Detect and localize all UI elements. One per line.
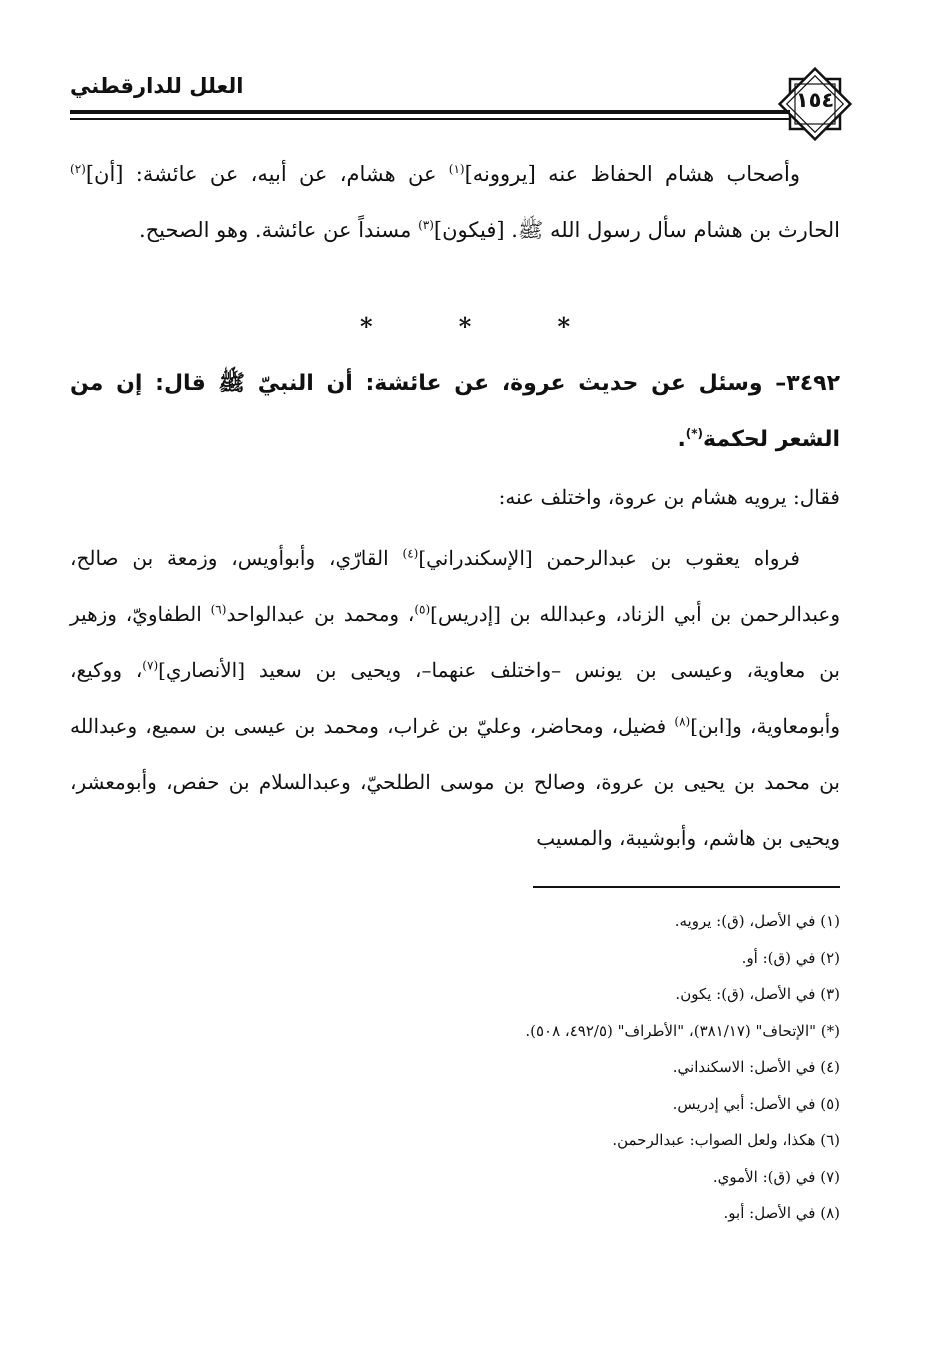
entry-heading [70, 356, 840, 468]
question-line: فقال: يرويه هشام بن عروة، واختلف عنه: [498, 485, 840, 509]
separator-star: * [458, 312, 472, 341]
entry-text: وسئل عن حديث عروة، عن عائشة: أن النبيّ ﷺ قال: إن من الشعر لحكمة [70, 371, 840, 452]
text-run: القارّي، وأبوأويس، وزمعة بن صالح، وعبدالرحمن بن أبي الزناد، وعبدالله بن [إدريس] [70, 546, 841, 626]
footnote-ref: (٢) [70, 162, 86, 176]
footnote-ref: (٥) [414, 602, 431, 617]
intro-paragraph [70, 146, 840, 258]
page-number: ١٥٤ [795, 88, 835, 112]
footnote-item: (*) "الإتحاف" (٣٨١/١٧)، "الأطراف" (٤٩٢/٥، ٥٠٨). [525, 1021, 840, 1040]
separator-star: * [360, 312, 373, 341]
footnote-ref: (٤) [402, 546, 419, 561]
footnote-item: (٨) في الأصل: أبو. [723, 1204, 840, 1222]
footnote-ref: (٦) [210, 602, 227, 617]
text-run: عن هشام، عن أبيه، عن عائشة: [أن] [85, 162, 449, 186]
header-rule-thin [70, 118, 790, 120]
section-separator [360, 312, 570, 341]
footnote-ref: (٧) [142, 658, 159, 673]
footnote-ref: (٣) [418, 218, 434, 232]
footnote-item: (٥) في الأصل: أبي إدريس. [672, 1094, 840, 1113]
footnote-item: (٢) في (ق): أو. [741, 948, 840, 967]
footnote-ref: (*) [685, 426, 704, 441]
text-run: الحارث بن هشام سأل رسول الله ﷺ. [فيكون] [433, 218, 840, 242]
footnote-ref: (٨) [674, 714, 691, 729]
footnote-ref: (١) [448, 162, 465, 176]
footnote-item: (٤) في الأصل: الاسكنداني. [672, 1058, 840, 1076]
footnote-item: (٣) في الأصل، (ق): يكون. [675, 985, 840, 1003]
running-header-title: العلل للدارقطني [70, 74, 244, 98]
footnote-item: (١) في الأصل، (ق): يرويه. [674, 912, 840, 930]
text-run: ، ومحمد بن عبدالواحد [226, 602, 415, 626]
text-run: مسنداً عن عائشة. وهو الصحيح. [138, 218, 419, 242]
main-paragraph [70, 530, 840, 866]
text-run: فرواه يعقوب بن عبدالرحمن [الإسكندراني] [418, 546, 800, 570]
text-run: فضيل، ومحاضر، وعليّ بن غراب، ومحمد بن عيسى بن سميع، وعبدالله بن محمد بن يحيى بن عروة، وصالح بن موسى الطلحيّ، وعبدالسلام بن حفص، وأبومعشر، ويحيى بن هاشم، وأبوشيبة، والمسيب [70, 714, 840, 850]
footnote-item: (٦) هكذا، ولعل الصواب: عبدالرحمن. [612, 1131, 840, 1149]
separator-star: * [557, 312, 570, 341]
footnote-separator [533, 886, 840, 888]
entry-number: ٣٤٩٢– [775, 371, 840, 396]
footnote-item: (٧) في (ق): الأموي. [712, 1167, 840, 1186]
footnotes-list [300, 906, 840, 1235]
text-run: الطفاويّ، وزهير بن معاوية، وعيسى بن يونس –واختلف عنهما–، ويحيى بن سعيد [الأنصاري] [70, 602, 840, 682]
text-run: ، ووكيع، وأبومعاوية، و[ابن] [70, 658, 840, 738]
text-run: وأصحاب هشام الحفاظ عنه [يروونه] [464, 162, 800, 186]
entry-end: . [677, 427, 686, 452]
header-rule-thick [70, 110, 790, 114]
